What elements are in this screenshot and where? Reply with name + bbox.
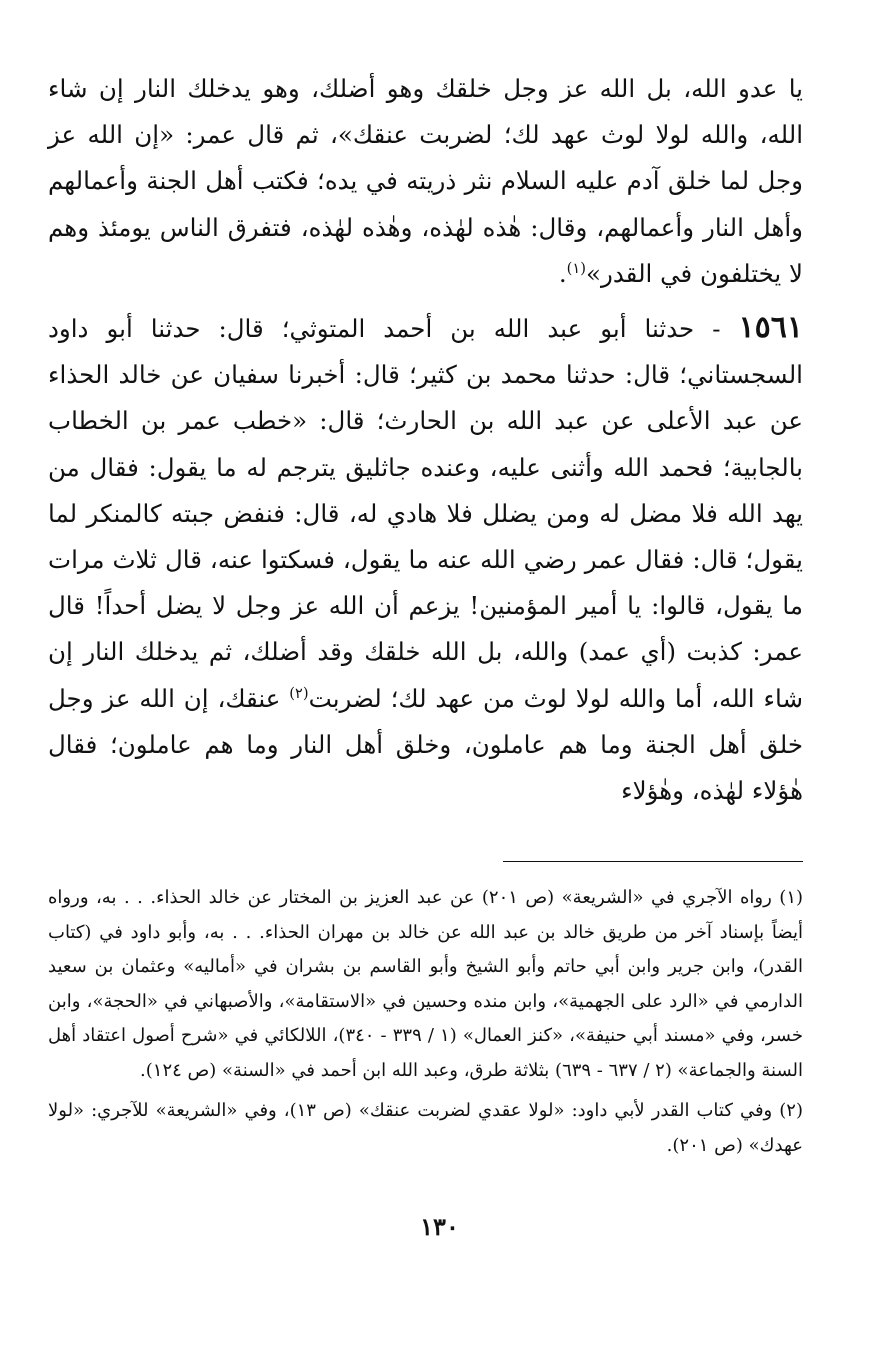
footnotes bbox=[48, 881, 803, 1163]
main-text bbox=[48, 66, 803, 814]
paragraph-continuation bbox=[48, 66, 803, 297]
hadith-text: حدثنا أبو عبد الله بن أحمد المتوثي؛ قال: حدثنا أبو داود السجستاني؛ قال: حدثنا محمد بن كثير؛ قال: أخبرنا سفيان عن خالد الحذاء عن عبد الأعلى عن عبد الله بن الحارث؛ قال: «خطب عمر بن الخطاب بالجابية؛ فحمد الله وأثنى عليه، وعنده جاثليق يترجم له ما يقول: فقال من يهد الله فلا مضل له ومن يضلل فلا هادي له، قال: فنفض جبته كالمنكر لما يقول؛ قال: فقال عمر رضي الله عنه ما يقول، فسكتوا عنه، قال ثلاث مرات ما يقول، قالوا: يا أمير المؤمنين! يزعم أن الله عز وجل لا يضل أحداً! قال عمر: كذبت (أي عمد) والله، بل الله خلقك وقد أضلك، ثم يدخلك النار إن شاء الله، أما والله لولا لوث من عهد لك؛ لضربت bbox=[48, 314, 803, 713]
footnote-separator bbox=[503, 861, 803, 862]
paragraph-text: يا عدو الله، بل الله عز وجل خلقك وهو أضلك، وهو يدخلك النار إن شاء الله، والله لولا لوث عهد لك؛ لضربت عنقك»، ثم قال عمر: «إن الله عز وجل لما خلق آدم عليه السلام نثر ذريته في يده؛ فكتب أهل الجنة وأعمالهم وأهل النار وأعمالهم، وقال: هٰذه لهٰذه، وهٰذه لهٰذه، فتفرق الناس يومئذ وهم لا يختلفون في القدر» bbox=[48, 74, 803, 288]
book-page bbox=[48, 66, 804, 1156]
page-number: ١٣٠ bbox=[420, 1212, 459, 1241]
footnote-2: (٢) وفي كتاب القدر لأبي داود: «لولا عقدي لضربت عنقك» (ص ١٣)، وفي «الشريعة» للآجري: «لولا عهدك» (ص ٢٠١). bbox=[48, 1100, 803, 1156]
hadith-paragraph bbox=[48, 305, 803, 814]
hadith-dash: - bbox=[694, 314, 739, 344]
hadith-number: ١٥٦١ bbox=[738, 310, 803, 346]
footnote-ref: (٢) bbox=[289, 684, 309, 702]
hadith-text-continued: عنقك، إن الله عز وجل خلق أهل الجنة وما هم عاملون، وخلق أهل النار وما هم عاملون؛ فقال هٰؤلاء لهٰذه، وهٰؤلاء bbox=[48, 683, 803, 806]
paragraph-end: . bbox=[558, 258, 567, 288]
footnote-1: (١) رواه الآجري في «الشريعة» (ص ٢٠١) عن عبد العزيز بن المختار عن خالد الحذاء. . . به، ورواه أيضاً بإسناد آخر من طريق خالد بن عبد الله عن خالد بن مهران الحذاء. . . به، وأبو داود في (كتاب القدر)، وابن جرير وابن أبي حاتم وأبو الشيخ وأبو القاسم بن بشران في «أماليه» وعثمان بن سعيد الدارمي في «الرد على الجهمية»، وابن منده وحسين في «الاستقامة»، والأصبهاني في «الحجة»، وابن خسر، وفي «مسند أبي حنيفة»، «كنز العمال» (١ / ٣٣٩ - ٣٤٠)، اللالكائي في «شرح أصول اعتقاد أهل السنة والجماعة» (٢ / ٦٣٧ - ٦٣٩) بثلاثة طرق، وعبد الله ابن أحمد في «السنة» (ص ١٢٤). bbox=[48, 887, 804, 1081]
footnote-ref: (١) bbox=[566, 259, 586, 277]
